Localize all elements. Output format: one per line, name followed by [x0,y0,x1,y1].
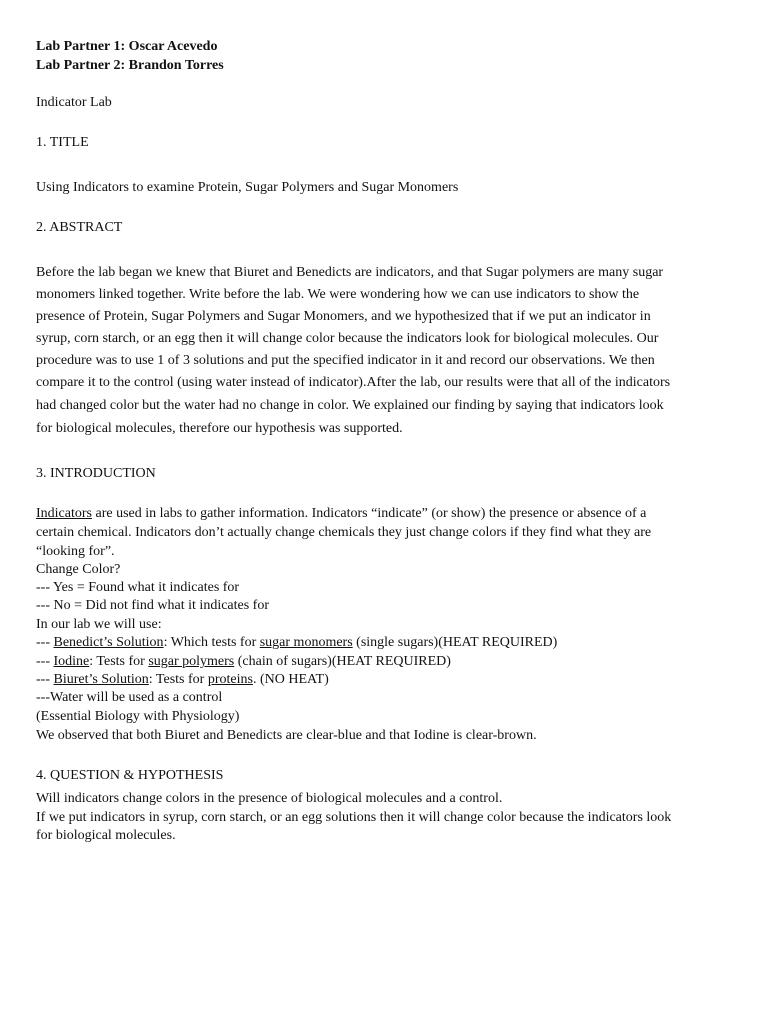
title-text: Using Indicators to examine Protein, Sugar Polymers and Sugar Monomers [36,180,459,195]
iodine-post: (chain of sugars)(HEAT REQUIRED) [234,654,451,669]
question-line-3: for biological molecules. [36,828,176,843]
abstract-heading: 2. ABSTRACT [36,220,123,235]
abstract-line: Before the lab began we knew that Biuret and Benedicts are indicators, and that Sugar polymers are many sugar [36,265,664,280]
abstract-line: syrup, corn starch, or an egg then it will change color because the indicators look for biological molecules. Our [36,331,659,346]
biuret-post: . (NO HEAT) [252,672,329,687]
intro-line-4: Change Color? [36,562,121,577]
intro-line-12: (Essential Biology with Physiology) [36,709,240,724]
question-heading: 4. QUESTION & HYPOTHESIS [36,768,224,783]
iodine-mid: : Tests for [89,654,149,669]
benedict-mid: : Which tests for [163,635,260,650]
intro-line-11: ---Water will be used as a control [36,690,223,705]
benedict-line [36,634,557,652]
abstract-line: monomers linked together. Write before the lab. We were wondering how we can use indicators to show the [36,287,640,302]
benedict-name: Benedict’s Solution [53,635,164,650]
abstract-line: presence of Protein, Sugar Polymers and Sugar Monomers, and we hypothesized that if we put an indicator in [36,309,651,324]
intro-line-5: --- Yes = Found what it indicates for [36,580,240,595]
benedict-target: sugar monomers [259,635,353,650]
benedict-post: (single sugars)(HEAT REQUIRED) [352,635,558,650]
intro-line-3: “looking for”. [36,544,115,559]
lab-partner-2: Lab Partner 2: Brandon Torres [36,58,224,73]
intro-line-1-text: are used in labs to gather information. Indicators “indicate” (or show) the presence or absence of a [91,506,647,521]
introduction-heading: 3. INTRODUCTION [36,466,156,481]
biuret-prefix: --- [36,672,54,687]
lab-name: Indicator Lab [36,95,112,110]
abstract-line: had changed color but the water had no change in color. We explained our finding by saying that indicators look [36,398,664,413]
iodine-line [36,653,451,671]
intro-line-7: In our lab we will use: [36,617,162,632]
question-line-2: If we put indicators in syrup, corn starch, or an egg solutions then it will change color because the indicators look [36,810,672,825]
intro-line-1 [36,505,646,523]
iodine-prefix: --- [36,654,54,669]
intro-line-13: We observed that both Biuret and Benedicts are clear-blue and that Iodine is clear-brown. [36,728,537,743]
intro-line-2: certain chemical. Indicators don’t actually change chemicals they just change colors if they find what they are [36,525,652,540]
benedict-prefix: --- [36,635,54,650]
abstract-line: for biological molecules, therefore our hypothesis was supported. [36,421,403,436]
biuret-target: proteins [207,672,253,687]
biuret-name: Biuret’s Solution [53,672,149,687]
intro-line-6: --- No = Did not find what it indicates for [36,598,270,613]
lab-partner-1: Lab Partner 1: Oscar Acevedo [36,39,218,54]
iodine-target: sugar polymers [148,654,235,669]
abstract-line: procedure was to use 1 of 3 solutions and put the specified indicator in it and record our observations. We then [36,353,655,368]
biuret-mid: : Tests for [148,672,208,687]
iodine-name: Iodine [53,654,90,669]
title-heading: 1. TITLE [36,135,89,150]
abstract-line: compare it to the control (using water instead of indicator).After the lab, our results were that all of the indicators [36,375,671,390]
biuret-line [36,671,329,689]
indicators-term: Indicators [36,506,92,521]
question-line-1: Will indicators change colors in the presence of biological molecules and a control. [36,791,503,806]
